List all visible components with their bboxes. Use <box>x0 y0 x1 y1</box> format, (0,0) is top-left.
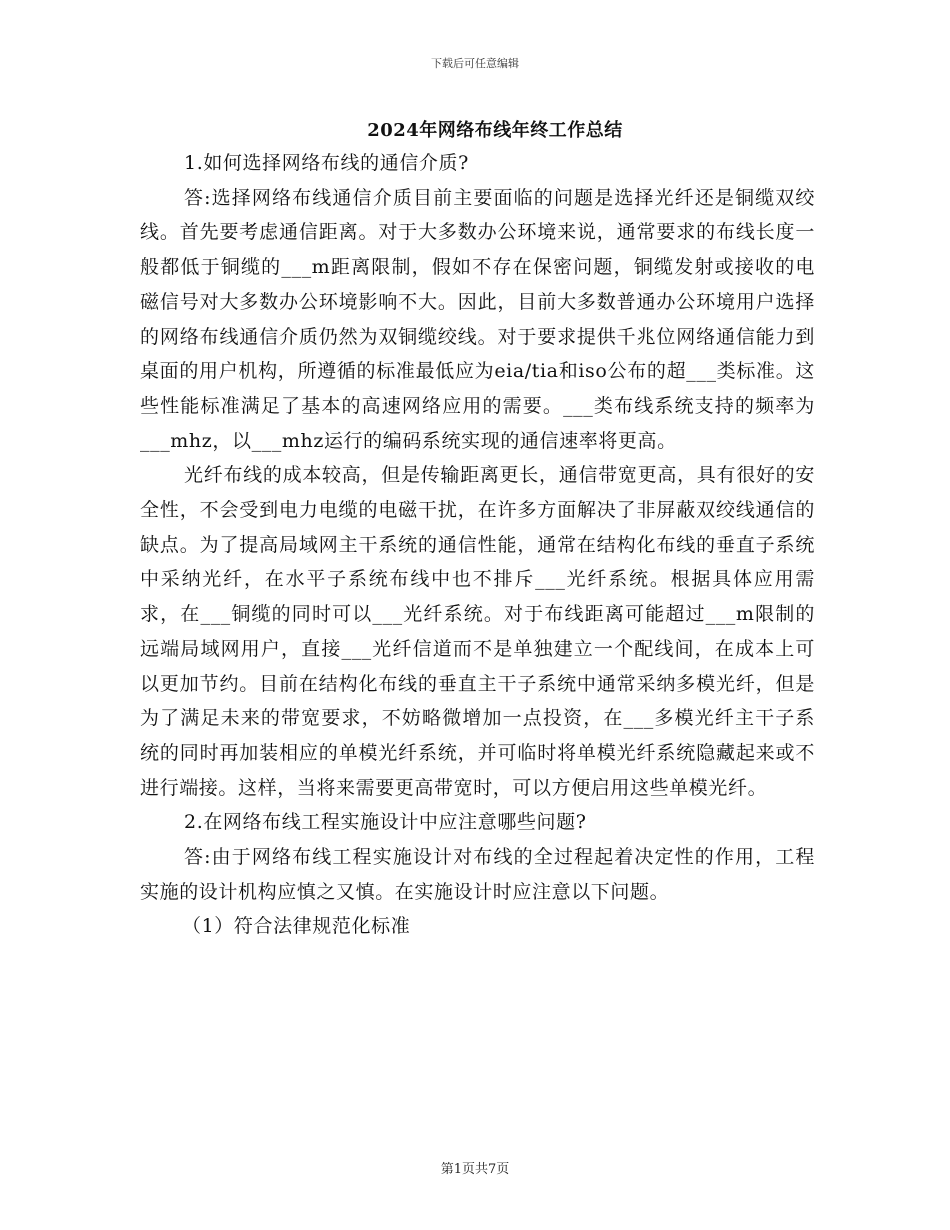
question-2: 2.在网络布线工程实施设计中应注意哪些问题? <box>184 811 587 834</box>
page-footer: 第1页共7页 <box>440 1162 510 1177</box>
answer-1-paragraph-2: 光纤布线的成本较高，但是传输距离更长，通信带宽更高，具有很好的安全性，不会受到电力电缆的电磁干扰，在许多方面解决了非屏蔽双绞线通信的缺点。为了提高局域网主干系统的通信性能，通常在结构化布线的垂直子系统中采纳光纤，在水平子系统布线中也不排斥___光纤系统。根据具体应用需求，在___铜缆的同时可以___光纤系统。对于布线距离可能超过___m限制的远端局域网用户，直接___光纤信道而不是单独建立一个配线间，在成本上可以更加节约。目前在结构化布线的垂直主干子系统中通常采纳多模光纤，但是为了满足未来的带宽要求，不妨略微增加一点投资，在___多模光纤主干子系统的同时再加装相应的单模光纤系统，并可临时将单模光纤系统隐藏起来或不进行端接。这样，当将来需要更高带宽时，可以方便启用这些单模光纤。 <box>140 464 815 799</box>
document-title: 2024年网络布线年终工作总结 <box>367 120 623 141</box>
answer-2: 答:由于网络布线工程实施设计对布线的全过程起着决定性的作用，工程实施的设计机构应慎之又慎。在实施设计时应注意以下问题。 <box>140 846 815 903</box>
header-note: 下载后可任意编辑 <box>431 57 519 70</box>
question-1: 1.如何选择网络布线的通信介质? <box>184 152 469 174</box>
sub-item-1: （1）符合法律规范化标准 <box>182 915 411 938</box>
document-body <box>140 146 815 944</box>
answer-1-paragraph-1: 答:选择网络布线通信介质目前主要面临的问题是选择光纤还是铜缆双绞线。首先要考虑通信距离。对于大多数办公环境来说，通常要求的布线长度一般都低于铜缆的___m距离限制，假如不存在保密问题，铜缆发射或接收的电磁信号对大多数办公环境影响不大。因此，目前大多数普通办公环境用户选择的网络布线通信介质仍然为双铜缆绞线。对于要求提供千兆位网络通信能力到桌面的用户机构，所遵循的标准最低应为eia/tia和iso公布的超___类标准。这些性能标准满足了基本的高速网络应用的需要。___类布线系统支持的频率为___mhz，以___mhz运行的编码系统实现的通信速率将更高。 <box>140 186 815 452</box>
